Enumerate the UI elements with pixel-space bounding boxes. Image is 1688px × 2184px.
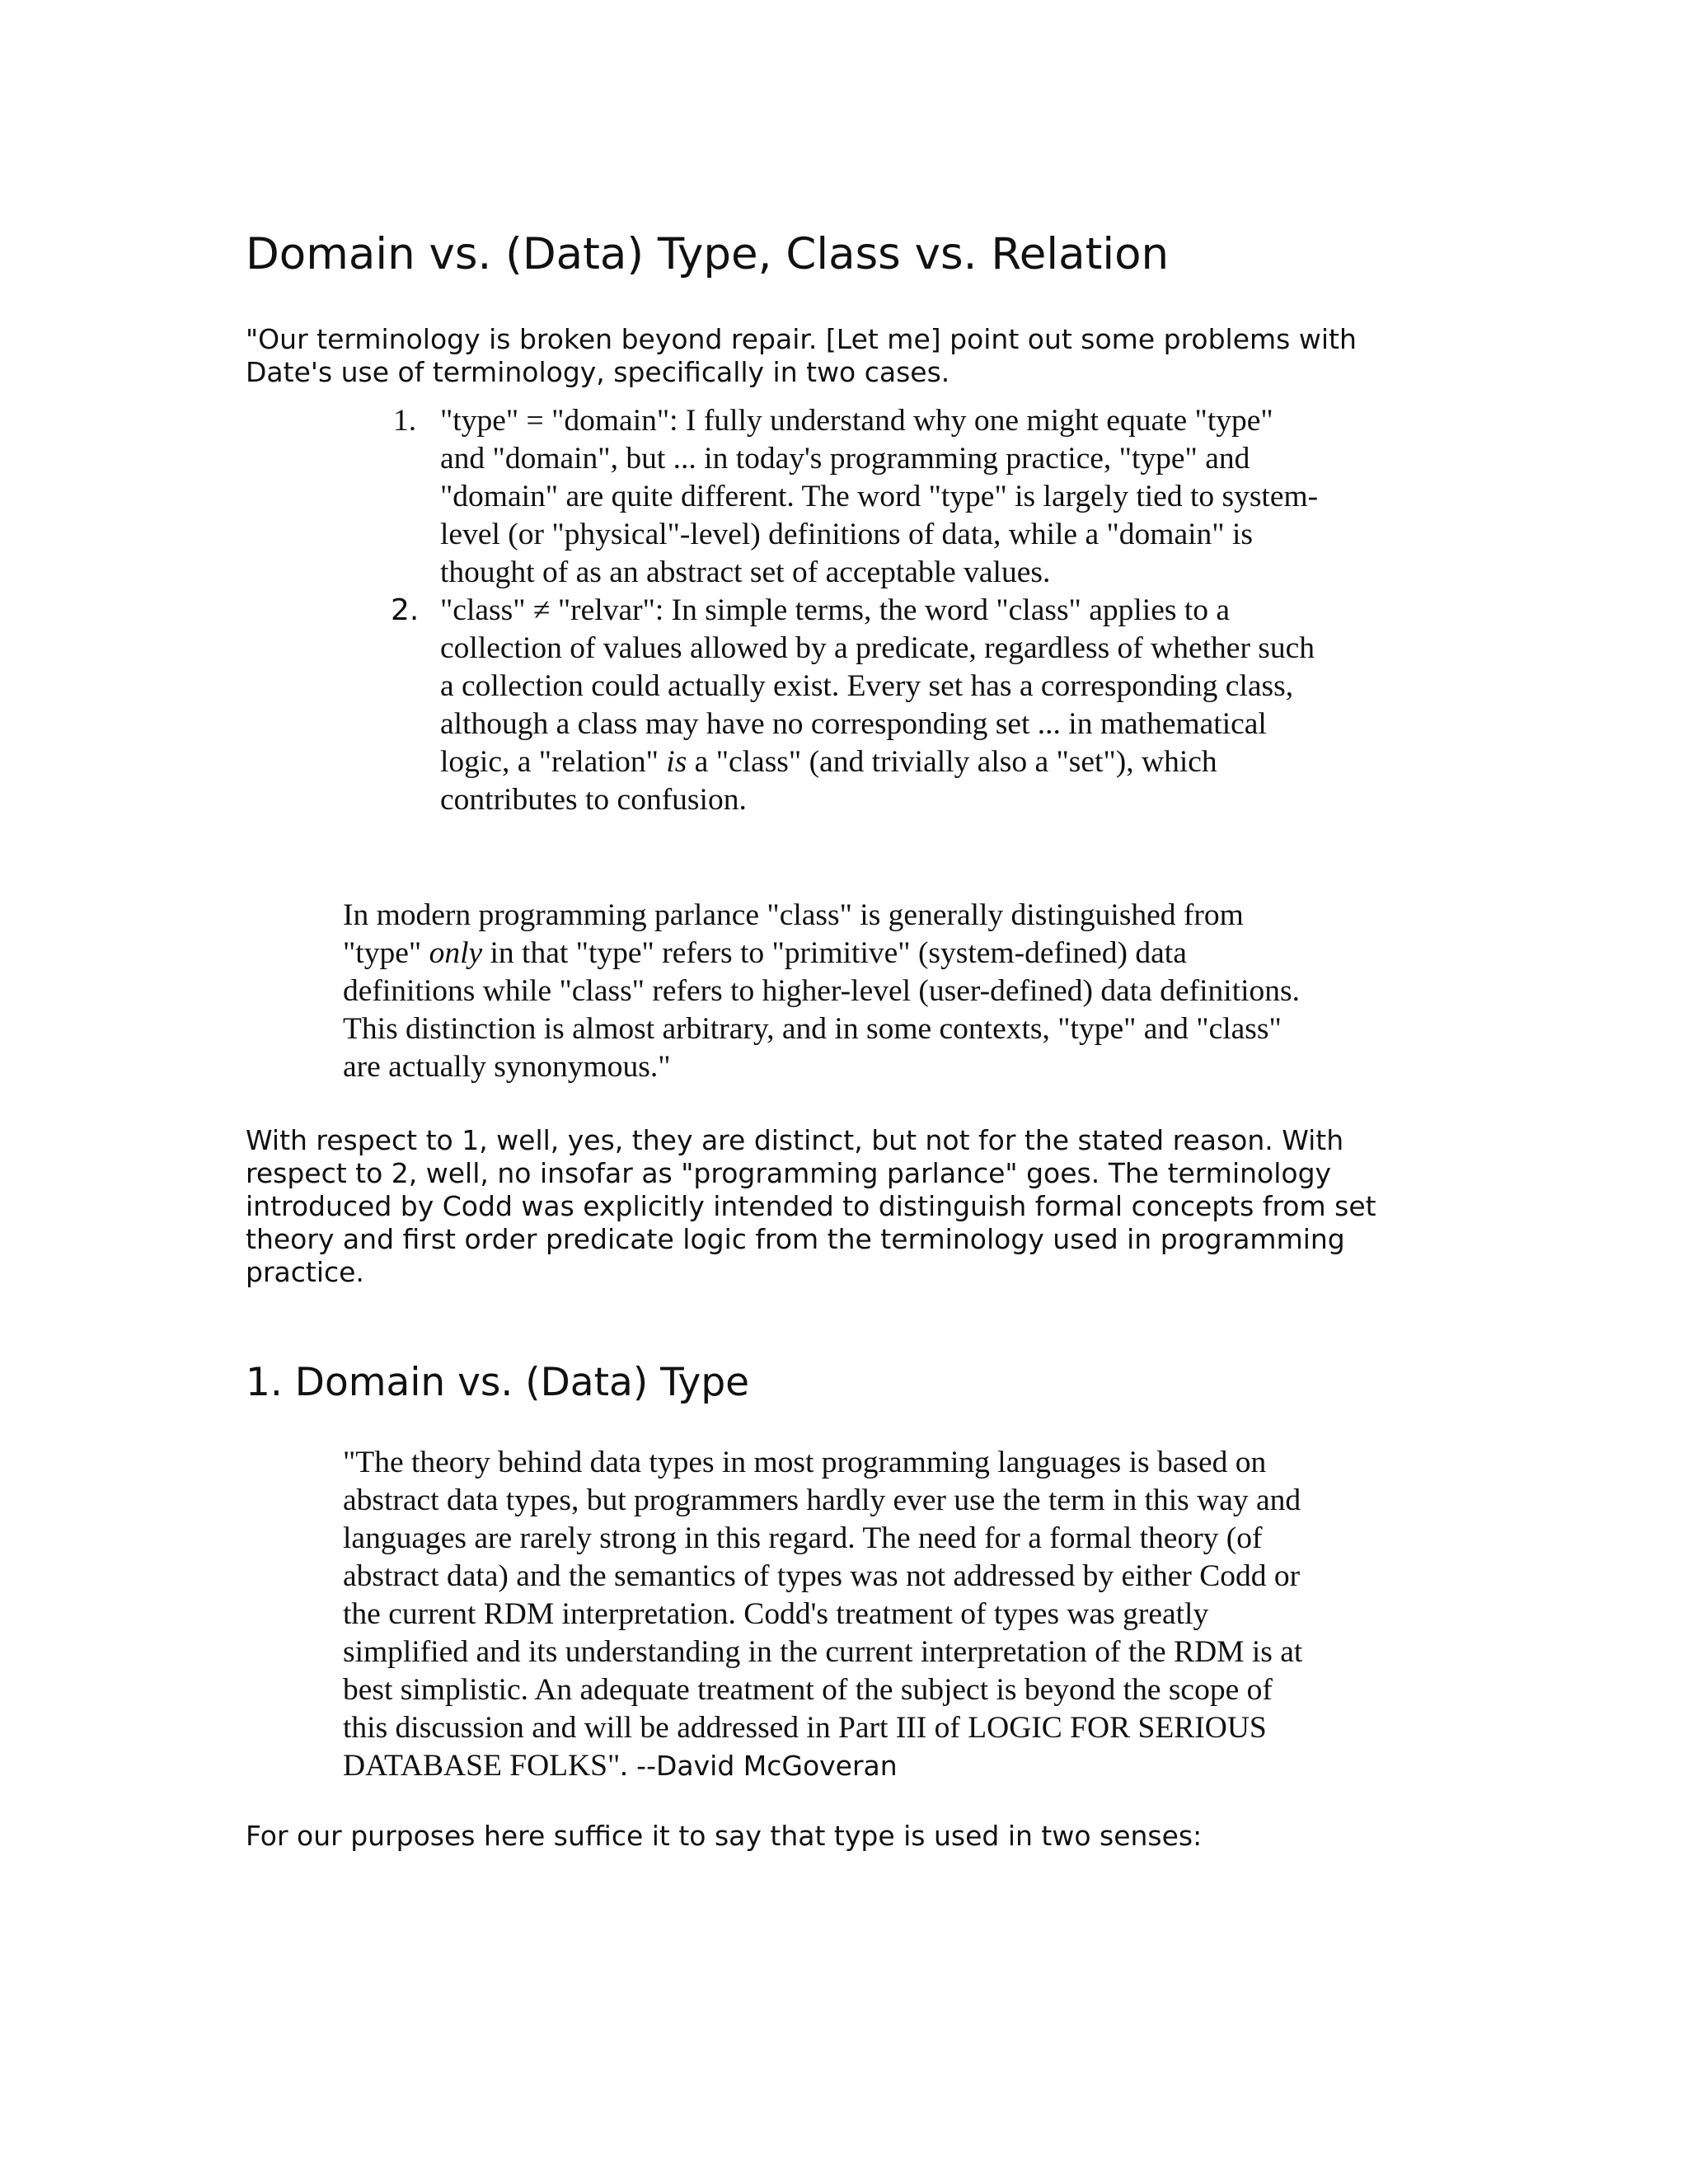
list-item — [391, 402, 1322, 592]
quoted-numbered-list — [391, 402, 1322, 819]
quote-attribution: --David McGoveran — [627, 1750, 898, 1782]
block-quote-class-type — [343, 897, 1324, 1086]
block-quote-data-types — [343, 1444, 1324, 1785]
list-item-emphasis: is — [666, 745, 687, 779]
section-heading: 1. Domain vs. (Data) Type — [246, 1360, 750, 1405]
list-item-number: 1. — [393, 404, 417, 438]
list-item-text-part: "class" ≠ "relvar": In simple terms, the word "class" applies to a collection of values allowed by a predicate, regardless of whether such a collection could actually exist. Every set has a corresponding class, although a class may have no corresponding set ... in mathematical logic, a "relation" — [440, 593, 1315, 779]
list-item-text: "type" = "domain": I fully understand why one might equate "type" and "domain", but ... in today's programming practice, "type" and "domain" are quite different. The word "type" is largely tied to system-level (or "physical"-level) definitions of data, while a "domain" is thought of as an abstract set of acceptable values. — [440, 404, 1319, 589]
list-item-text-part: a "class" (and trivially also a "set"), which contributes to confusion. — [440, 745, 1217, 817]
body-paragraph-response: With respect to 1, well, yes, they are distinct, but not for the stated reason. With respect to 2, well, no insofar as "programming parlance" goes. The terminology introduced by Codd was explicitly intended to distinguish formal concepts from set theory and first order predicate logic from the terminology used in programming practice. — [246, 1124, 1376, 1288]
list-item-text — [440, 593, 1315, 817]
intro-quote-paragraph: "Our terminology is broken beyond repair. [Let me] point out some problems with Date's use of terminology, specifically in two cases. — [246, 323, 1357, 388]
list-item-number: 2. — [391, 593, 420, 627]
quote-emphasis: only — [429, 936, 483, 970]
quote-text-part: in that "type" refers to "primitive" (system-defined) data definitions while "class" refers to higher-level (user-defined) data definitions. This distinction is almost arbitrary, and in some contexts, "type" and "class" are actually synonymous." — [343, 936, 1301, 1084]
quote-text: "The theory behind data types in most programming languages is based on abstract data types, but programmers hardly ever use the term in this way and languages are rarely strong in this regard. The need for a formal theory (of abstract data) and the semantics of types was not addressed by either Codd or the current RDM interpretation. Codd's treatment of types was greatly simplified and its understanding in the current interpretation of the RDM is at best simplistic. An adequate treatment of the subject is beyond the scope of this discussion and will be addressed in Part III of LOGIC FOR SERIOUS DATABASE FOLKS". — [343, 1446, 1303, 1783]
list-item — [391, 592, 1322, 819]
page-title: Domain vs. (Data) Type, Class vs. Relation — [246, 229, 1170, 279]
body-paragraph-type-senses: For our purposes here suffice it to say that type is used in two senses: — [246, 1820, 1203, 1852]
quote-text-part: In modern programming parlance "class" is generally distinguished from "type" — [343, 898, 1244, 970]
